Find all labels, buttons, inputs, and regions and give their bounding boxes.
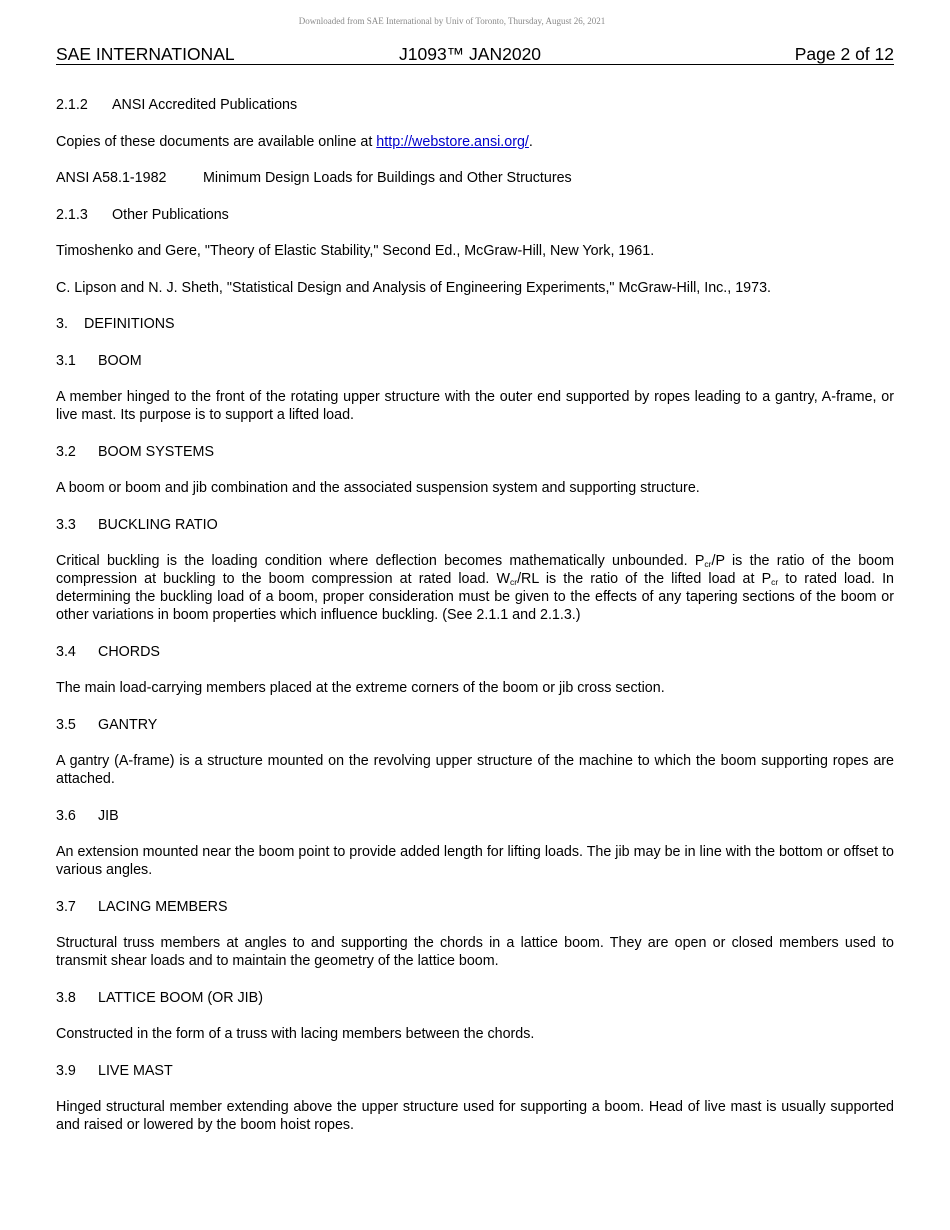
- section-title: LIVE MAST: [98, 1062, 173, 1079]
- section-number: 3.2: [56, 443, 76, 460]
- section-title: ANSI Accredited Publications: [112, 97, 298, 113]
- section-title: Other Publications: [112, 206, 229, 223]
- reference-code: ANSI A58.1-1982: [56, 170, 167, 186]
- text-part: /RL is the ratio of the lifted load at P: [517, 571, 772, 587]
- definition-heading-3-6: [56, 807, 894, 825]
- section-number: 3.3: [56, 516, 76, 533]
- definition-heading-3-7: [56, 898, 894, 916]
- section-title: DEFINITIONS: [84, 316, 175, 332]
- definition-text-lattice-boom: Constructed in the form of a truss with lacing members between the chords.: [56, 1026, 535, 1042]
- subscript-cr: cr: [771, 577, 779, 587]
- reference-title: Minimum Design Loads for Buildings and Other Structures: [203, 170, 572, 186]
- section-heading-2-1-2: [56, 96, 894, 114]
- definition-text-boom-systems: A boom or boom and jib combination and the associated suspension system and supporting structure.: [56, 480, 700, 496]
- section-title: BOOM: [98, 352, 142, 369]
- ansi-availability-paragraph: [56, 133, 894, 151]
- section-number: 3.: [56, 316, 68, 332]
- download-watermark: Downloaded from SAE International by Univ of Toronto, Thursday, August 26, 2021: [298, 16, 606, 26]
- header-document-id: J1093™ JAN2020: [399, 44, 542, 64]
- section-number: 3.5: [56, 716, 76, 733]
- section-title: LACING MEMBERS: [98, 898, 228, 915]
- section-title: GANTRY: [98, 716, 158, 733]
- definition-text-gantry: A gantry (A-frame) is a structure mounted on the revolving upper structure of the machine to which the boom supporting ropes are attached.: [56, 753, 894, 787]
- definition-text-live-mast: Hinged structural member extending above the upper structure used for supporting a boom. Head of live mast is usually supported and raised or lowered by the boom hoist ropes.: [56, 1099, 894, 1133]
- definition-heading-3-3: [56, 516, 894, 534]
- section-title: CHORDS: [98, 643, 160, 660]
- section-number: 3.8: [56, 989, 76, 1006]
- header-organization: SAE INTERNATIONAL: [56, 44, 235, 64]
- definition-text-chords: The main load-carrying members placed at the extreme corners of the boom or jib cross section.: [56, 680, 665, 696]
- paragraph-text: Copies of these documents are available online at: [56, 133, 377, 150]
- section-number: 3.6: [56, 807, 76, 824]
- reference-ansi-a58: [56, 169, 894, 187]
- definition-heading-3-1: [56, 352, 894, 370]
- subscript-cr: cr: [704, 559, 712, 569]
- section-number: 3.1: [56, 352, 76, 369]
- text-part: /P is the ratio of the boom compression at buckling to the boom compression at rated load. W: [56, 553, 894, 587]
- publication-timoshenko: Timoshenko and Gere, "Theory of Elastic Stability," Second Ed., McGraw-Hill, New York, 1961.: [56, 243, 655, 259]
- subscript-cr: cr: [509, 577, 518, 587]
- section-number: 3.7: [56, 898, 76, 915]
- definition-heading-3-8: [56, 989, 894, 1007]
- text-part: to rated load. In determining the buckling load of a boom, proper consideration must be given to the effects of any tapering sections of the boom or other variations in boom properties which influence buckling. (See 2.1.1 and 2.1.3.): [56, 571, 895, 623]
- section-heading-2-1-3: [56, 206, 894, 224]
- definition-heading-3-5: [56, 716, 894, 734]
- definition-text-lacing-members: Structural truss members at angles to and supporting the chords in a lattice boom. They are open or closed members used to transmit shear loads and to maintain the geometry of the lattice boom.: [56, 935, 894, 969]
- definition-heading-3-2: [56, 443, 894, 461]
- section-title: BUCKLING RATIO: [98, 516, 218, 533]
- section-number: 3.9: [56, 1062, 76, 1079]
- section-title: JIB: [98, 807, 119, 824]
- definition-text-jib: An extension mounted near the boom point to provide added length for lifting loads. The jib may be in line with the bottom or offset to various angles.: [56, 844, 894, 878]
- section-title: LATTICE BOOM (OR JIB): [98, 989, 263, 1006]
- text-part: Critical buckling is the loading condition where deflection becomes mathematically unbounded. P: [56, 553, 705, 569]
- section-number: 3.4: [56, 643, 76, 660]
- section-title: BOOM SYSTEMS: [98, 443, 214, 460]
- page-header: [56, 44, 894, 65]
- definition-heading-3-9: [56, 1062, 894, 1080]
- section-heading-3: [56, 315, 894, 333]
- paragraph-end: .: [528, 133, 533, 150]
- header-page-number: Page 2 of 12: [794, 44, 894, 64]
- definition-text-boom: A member hinged to the front of the rotating upper structure with the outer end supported by ropes leading to a gantry, A-frame, or live mast. Its purpose is to support a lifted load.: [56, 389, 894, 423]
- definition-heading-3-4: [56, 643, 894, 661]
- section-number: 2.1.2: [56, 97, 88, 113]
- section-number: 2.1.3: [56, 206, 88, 223]
- document-body: [56, 96, 894, 1153]
- publication-lipson: C. Lipson and N. J. Sheth, "Statistical Design and Analysis of Engineering Experiments," McGraw-Hill, Inc., 1973.: [56, 279, 772, 296]
- ansi-webstore-link[interactable]: http://webstore.ansi.org/: [376, 133, 529, 150]
- definition-text-buckling-ratio: [56, 552, 894, 624]
